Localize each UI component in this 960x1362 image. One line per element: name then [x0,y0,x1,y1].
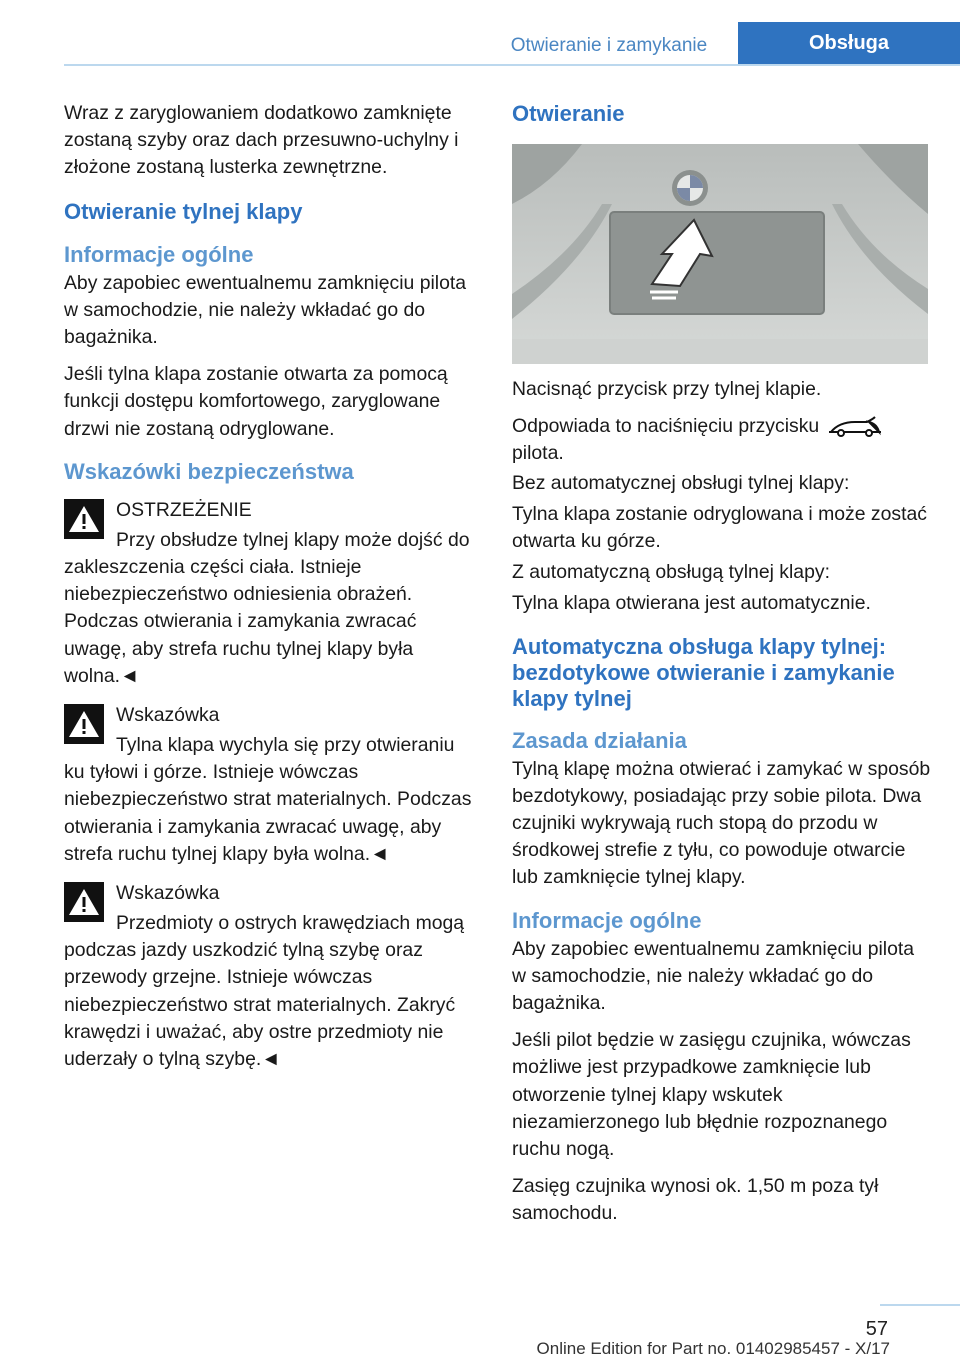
page-number: 57 [865,1318,888,1340]
opening-paragraph-4: Tylna klapa zostanie odryglowana i może zostać otwarta ku górze. [512,502,927,553]
heading-general-info: Informacje ogólne [64,241,254,267]
tailgate-remote-key-icon [825,416,883,438]
right-column [512,100,932,1238]
principle-paragraph: Tylną klapę można otwierać i zamykać w sposób bezdotykowy, posiadając przy sobie pilota. Dwa czujniki wykrywają ruch stopą do przodu w środkowej strefie z tyłu, co powoduje otwarcie lub zamknięcie tylnej klapy. [512,757,931,889]
heading-automatic-tailgate: Automatyczna obsługa klapy tylnej: bezdotykowe otwieranie i zamykanie klapy tylnej [512,633,895,711]
warning-triangle-icon [64,704,104,744]
warning-block [64,497,480,690]
warning-title: OSTRZEŻENIE [116,498,252,521]
footer-edition-note[interactable]: Online Edition for Part no. 01402985457 - X/17 [536,1339,890,1358]
notice-title: Wskazówka [116,882,220,905]
heading-principle: Zasada działania [512,727,687,753]
opening-paragraph-5: Z automatyczną obsługą tylnej klapy: [512,561,830,584]
general-info-2-paragraph-1: Aby zapobiec ewentualnemu zamknięciu pilota w samochodzie, nie należy wkładać go do bagażnika. [512,937,915,1015]
left-column [64,100,480,1085]
intro-paragraph: Wraz z zaryglowaniem dodatkowo zamknięte zostaną szyby oraz dach przesuwno-uchylny i złożone zostaną lusterka zewnętrzne. [64,102,459,179]
heading-general-info-2: Informacje ogólne [512,907,702,933]
warning-triangle-icon [64,882,104,922]
notice-title: Wskazówka [116,704,220,727]
header-rule [64,64,960,66]
opening-paragraph-2: Odpowiada to naciśnięciu przycisku pilota. [512,413,932,467]
notice-block [64,880,480,1073]
warning-triangle-icon [64,499,104,539]
general-info-paragraph-1: Aby zapobiec ewentualnemu zamknięciu pilota w samochodzie, nie należy wkładać go do bagażnika. [64,271,467,349]
notice-text: Tylna klapa wychyla się przy otwieraniu ku tyłowi i górze. Istnieje wówczas niebezpieczeństwo strat materialnych. Podczas otwierania i zamykania zwracać uwagę, aby strefa ruchu tylnej klapy była wolna.◄ [64,734,472,865]
notice-text: Przedmioty o ostrych krawędziach mogą podczas jazdy uszkodzić tylną szybę oraz przewody grzejne. Istnieje wówczas niebezpieczeństwo strat materialnych. Zakryć krawędzi i uważać, aby ostre przedmioty nie uderzały o tylną szybę.◄ [64,912,465,1071]
tailgate-button-illustration [512,144,928,364]
opening-paragraph-6: Tylna klapa otwierana jest automatycznie. [512,592,871,615]
heading-opening: Otwieranie [512,101,625,126]
header-section-title[interactable]: Otwieranie i zamykanie [510,35,708,56]
footer-rule [880,1304,960,1306]
heading-safety-notes: Wskazówki bezpieczeństwa [64,458,354,484]
opening-paragraph-1: Nacisnąć przycisk przy tylnej klapie. [512,378,822,400]
general-info-2-paragraph-2: Jeśli pilot będzie w zasięgu czujnika, wówczas możliwe jest przypadkowe zamknięcie lub otworzenie tylnej klapy wskutek niezamierzonego lub błędnie rozpoznanego ruchu nogą. [512,1029,911,1161]
header-chapter-tab[interactable]: Obsługa [738,22,960,64]
heading-tailgate-opening: Otwieranie tylnej klapy [64,198,303,224]
general-info-2-paragraph-3: Zasięg czujnika wynosi ok. 1,50 m poza tył samochodu. [512,1175,879,1225]
notice-block [64,702,480,868]
general-info-paragraph-2: Jeśli tylna klapa zostanie otwarta za pomocą funkcji dostępu komfortowego, zaryglowane drzwi nie zostaną odryglowane. [64,363,448,440]
opening-paragraph-3: Bez automatycznej obsługi tylnej klapy: [512,471,850,494]
warning-text: Przy obsłudze tylnej klapy może dojść do zakleszczenia części ciała. Istnieje niebezpieczeństwo odniesienia obrażeń. Podczas otwierania i zamykania zwracać uwagę, aby strefa ruchu tylnej klapy była wolna.◄ [64,528,470,687]
